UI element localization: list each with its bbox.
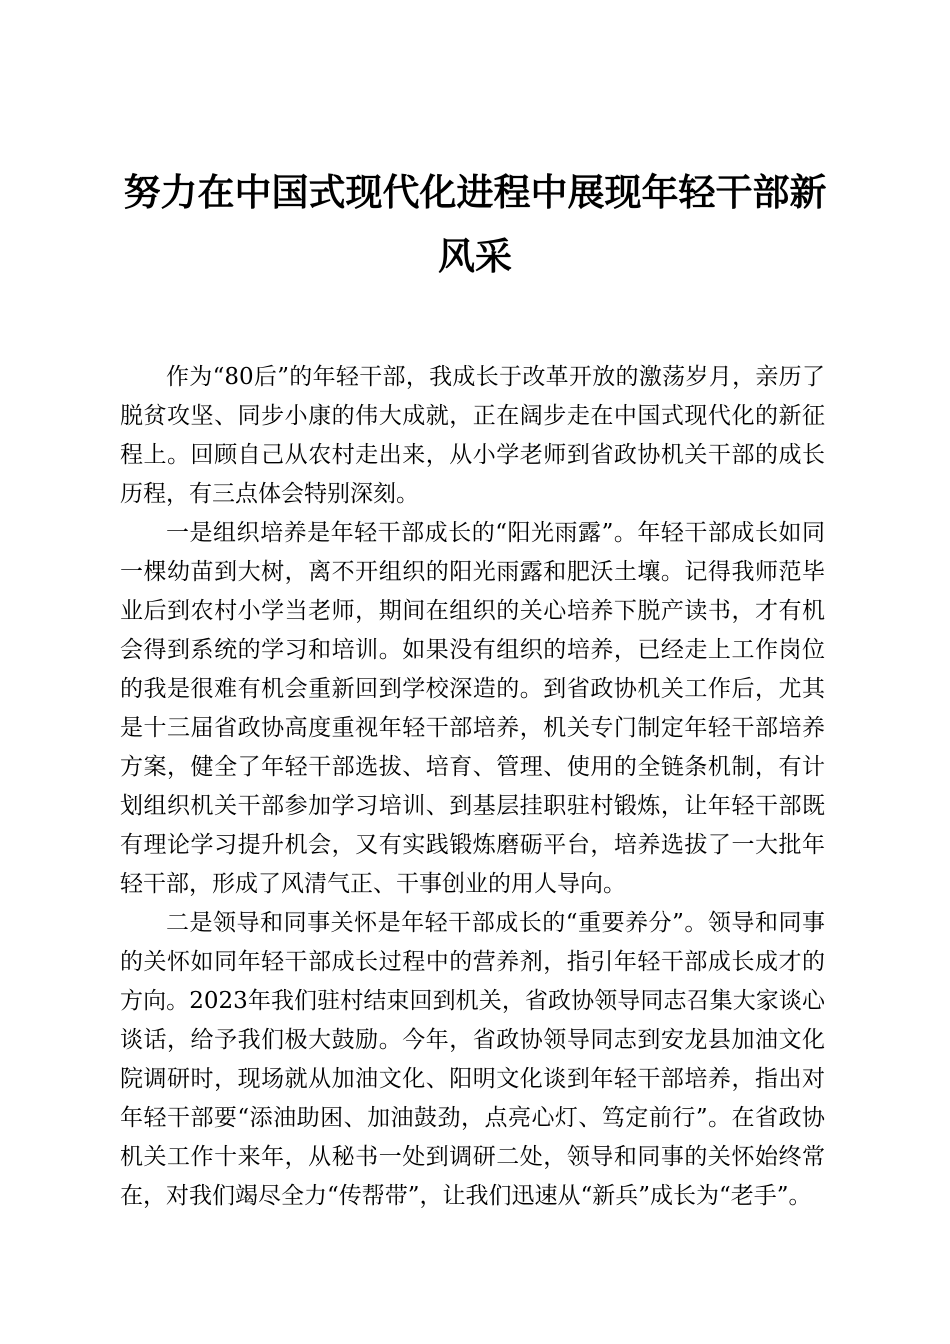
- paragraph-point-two: 二是领导和同事关怀是年轻干部成长的“重要养分”。领导和同事的关怀如同年轻干部成长过程中的营养剂，指引年轻干部成长成才的方向。2023年我们驻村结束回到机关，省政协领导同志召集大家谈心谈话，给予我们极大鼓励。今年，省政协领导同志到安龙县加油文化院调研时，现场就从加油文化、阳明文化谈到年轻干部培养，指出对年轻干部要“添油助困、加油鼓劲，点亮心灯、笃定前行”。在省政协机关工作十来年，从秘书一处到调研二处，领导和同事的关怀始终常在，对我们竭尽全力“传帮带”，让我们迅速从“新兵”成长为“老手”。: [120, 910, 825, 1209]
- paragraph-point-one: 一是组织培养是年轻干部成长的“阳光雨露”。年轻干部成长如同一棵幼苗到大树，离不开组织的阳光雨露和肥沃土壤。记得我师范毕业后到农村小学当老师，期间在组织的关心培养下脱产读书，才有机会得到系统的学习和培训。如果没有组织的培养，已经走上工作岗位的我是很难有机会重新回到学校深造的。到省政协机关工作后，尤其是十三届省政协高度重视年轻干部培养，机关专门制定年轻干部培养方案，健全了年轻干部选拔、培育、管理、使用的全链条机制，有计划组织机关干部参加学习培训、到基层挂职驻村锻炼，让年轻干部既有理论学习提升机会，又有实践锻炼磨砺平台，培养选拔了一大批年轻干部，形成了风清气正、干事创业的用人导向。: [120, 520, 825, 897]
- paragraph-intro: 作为“80后”的年轻干部，我成长于改革开放的激荡岁月，亲历了脱贫攻坚、同步小康的伟大成就，正在阔步走在中国式现代化的新征程上。回顾自己从农村走出来，从小学老师到省政协机关干部的成长历程，有三点体会特别深刻。: [120, 364, 825, 507]
- document-body: [120, 358, 825, 1216]
- document-title: 努力在中国式现代化进程中展现年轻干部新风采: [123, 170, 827, 278]
